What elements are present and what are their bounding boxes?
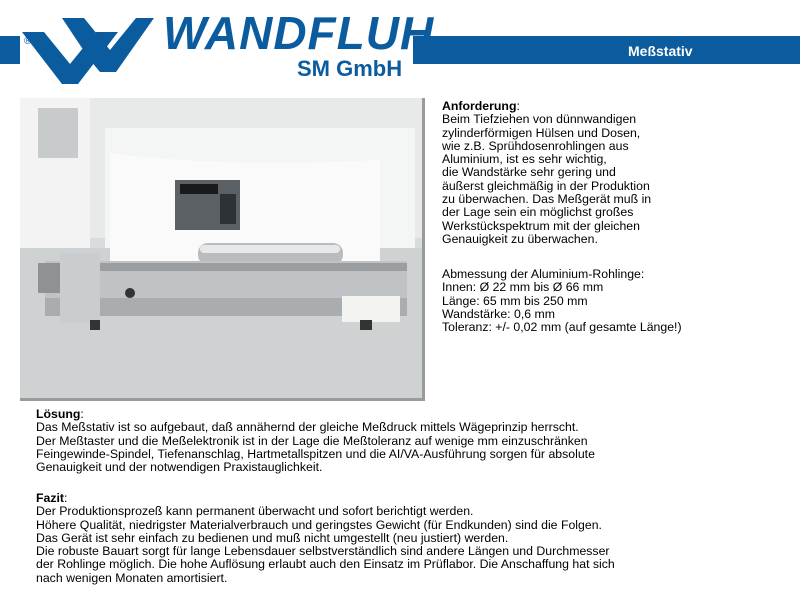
measuring-stand-photo bbox=[20, 98, 425, 401]
solution-block: Lösung: Das Meßstativ ist so aufgebaut, daß annähernd der gleiche Meßdruck mittels Wägeprinzip herrscht. Der Meßtaster und die Meßelektronik ist in der Lage die Meßtoleranz auf wenige mm einzuschränken Feingewinde-Spindel, Tiefenanschlag, Hartmetallspitzen und die AI/VA-Ausführung sorgen für absolute Genauigkeit und der notwendigen Praxistauglichkeit. bbox=[36, 407, 595, 475]
brand-name: WANDFLUH bbox=[163, 7, 435, 59]
header-bar-left bbox=[0, 36, 20, 64]
requirement-body: Beim Tiefziehen von dünnwandigen zylinderförmigen Hülsen und Dosen, wie z.B. Sprühdosenrohlingen aus Aluminium, ist es sehr wichtig, die Wandstärke sehr gering und äußerst gleichmäßig in der Produktion zu überwachen. Das Meßgerät muß in der Lage sein ein möglichst großes Werkstückspektrum mit der gleichen Genauigkeit zu überwachen. bbox=[442, 112, 652, 246]
registered-mark: ® bbox=[24, 36, 32, 47]
dimensions-block: Abmessung der Aluminium-Rohlinge: Innen: Ø 22 mm bis Ø 66 mm Länge: 65 mm bis 250 mm Wandstärke: 0,6 mm Toleranz: +/- 0,02 mm (auf gesamte Länge!) bbox=[442, 267, 682, 335]
brand-subtitle: SM GmbH bbox=[297, 56, 403, 81]
header-bar-right bbox=[413, 36, 800, 64]
requirement-heading: Anforderung bbox=[442, 99, 517, 113]
fazit-body: Der Produktionsprozeß kann permanent überwacht und sofort berichtigt werden. Höhere Qualität, niedrigster Materialverbrauch und geringstes Gewicht (für Endkunden) sind die Folgen. Das Gerät ist sehr einfach zu bedienen und muß nicht umgestellt (neu justiert) werden. Die robuste Bauart sorgt für lange Lebensdauer selbstverständlich sind andere Längen und Durchmesser der Rohlinge möglich. Die hohe Auflösung erlaubt auch den Einsatz im Prüflabor. Die Anschaffung hat sich nach wenigen Monaten amortisiert. bbox=[36, 504, 615, 585]
fazit-heading: Fazit bbox=[36, 491, 65, 505]
page-title: Meßstativ bbox=[628, 43, 693, 59]
solution-body: Das Meßstativ ist so aufgebaut, daß annähernd der gleiche Meßdruck mittels Wägeprinzip herrscht. Der Meßtaster und die Meßelektronik ist in der Lage die Meßtoleranz auf wenige mm einzuschränken Feingewinde-Spindel, Tiefenanschlag, Hartmetallspitzen und die AI/VA-Ausführung sorgen für absolute Genauigkeit und der notwendigen Praxistauglichkeit. bbox=[36, 420, 595, 475]
fazit-block: Fazit: Der Produktionsprozeß kann permanent überwacht und sofort berichtigt werden. Höhere Qualität, niedrigster Materialverbrauch und geringstes Gewicht (für Endkunden) sind die Folgen. Das Gerät ist sehr einfach zu bedienen und muß nicht umgestellt (neu justiert) werden. Die robuste Bauart sorgt für lange Lebensdauer selbstverständlich sind andere Längen und Durchmesser der Rohlinge möglich. Die hohe Auflösung erlaubt auch den Einsatz im Prüflabor. Die Anschaffung hat sich nach wenigen Monaten amortisiert. bbox=[36, 491, 615, 585]
requirement-block: Anforderung: Beim Tiefziehen von dünnwandigen zylinderförmigen Hülsen und Dosen, wie z.B. Sprühdosenrohlingen aus Aluminium, ist es sehr wichtig, die Wandstärke sehr gering und äußerst gleichmäßig in der Produktion zu überwachen. Das Meßgerät muß in der Lage sein ein möglichst großes Werkstückspektrum mit der gleichen Genauigkeit zu überwachen. bbox=[442, 99, 652, 246]
solution-heading: Lösung bbox=[36, 407, 81, 421]
wandfluh-logo-icon bbox=[22, 12, 154, 94]
